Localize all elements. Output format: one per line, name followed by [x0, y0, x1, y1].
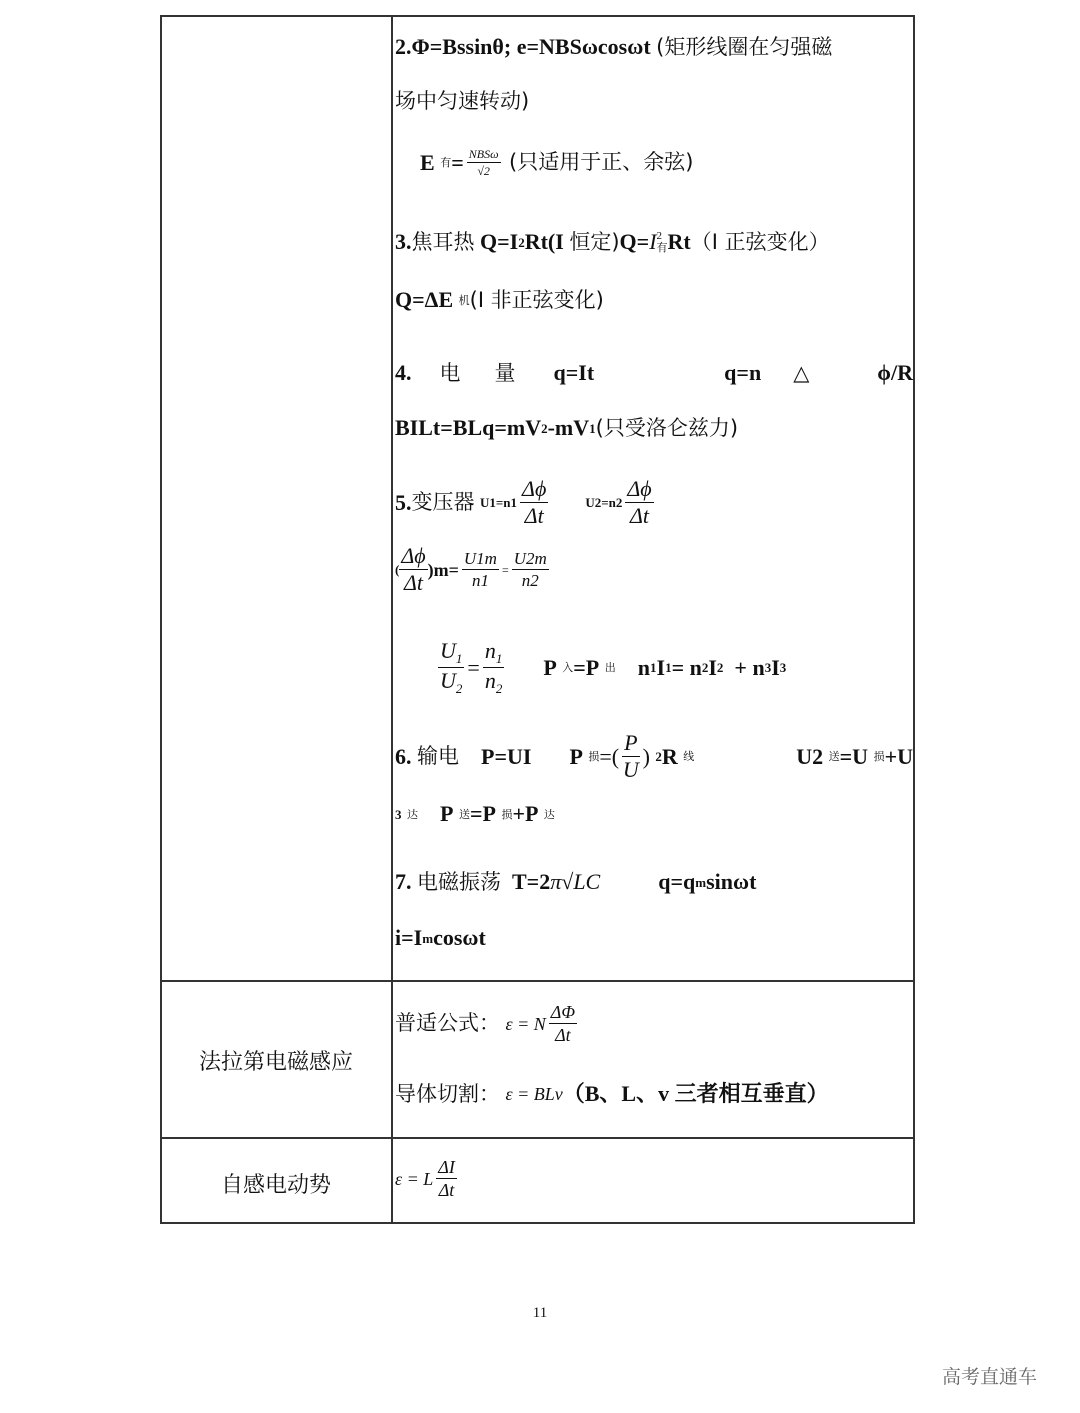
text: =U	[839, 743, 869, 769]
faraday-general-formula	[395, 1003, 580, 1044]
text: 7.	[395, 869, 412, 894]
text: m	[695, 874, 707, 890]
denominator: Δt	[403, 570, 424, 595]
text: I	[649, 229, 657, 254]
text: i=I	[395, 925, 423, 950]
formula-line-4-cont	[395, 417, 738, 439]
text: 损	[501, 807, 513, 821]
text: ε = L	[395, 1168, 434, 1189]
text: q=q	[658, 869, 696, 894]
text: )	[642, 743, 650, 769]
text: 2	[541, 420, 548, 436]
text: 2	[518, 234, 525, 250]
text: U1=n1	[480, 495, 518, 510]
text: U2=n2	[585, 495, 623, 510]
numerator: NBSω	[468, 147, 499, 161]
text: T=2	[512, 869, 551, 894]
text: =	[501, 562, 509, 577]
fraction	[462, 550, 499, 589]
text: 损	[588, 750, 600, 763]
fraction	[625, 478, 653, 527]
effective-emf-line: E 有 = $\frac{\text{NBSω}}{√2}$ (只适用于正、余弦)	[420, 147, 694, 178]
text: 2	[656, 230, 663, 242]
text: 2	[716, 660, 724, 675]
numerator: ΔI	[438, 1157, 455, 1177]
text: 线	[683, 750, 695, 763]
text: (	[395, 562, 400, 577]
formula-line-2-cont	[395, 91, 529, 112]
table-row-divider	[160, 980, 915, 982]
self-induction-formula	[395, 1158, 460, 1199]
text: Rt(I	[524, 229, 564, 254]
text: Rt	[667, 229, 691, 254]
text: 焦耳热	[411, 229, 475, 254]
denominator: Δt	[630, 503, 650, 528]
text: I	[708, 654, 717, 680]
formula-line-6-cont	[395, 803, 555, 825]
formula-line-5-ratio	[435, 640, 786, 695]
denominator: Δt	[524, 503, 544, 528]
text: 5.	[395, 489, 412, 515]
formula-line-4	[395, 362, 913, 384]
text: 3.	[395, 229, 412, 254]
text: 2	[455, 681, 463, 696]
fraction	[399, 545, 427, 594]
row-label-self-induction: 自感电动势	[220, 1173, 331, 1198]
text: n	[484, 638, 496, 663]
faraday-cut-formula	[395, 1083, 829, 1105]
text: 达	[543, 807, 555, 821]
text: cosωt	[433, 925, 486, 950]
text: R	[661, 743, 678, 769]
text: sinωt	[706, 869, 757, 894]
text: 2	[701, 660, 709, 675]
text: n	[484, 668, 496, 693]
text: 1	[650, 660, 657, 675]
text: + n	[734, 654, 765, 680]
text: 入	[562, 661, 574, 674]
fraction	[549, 1003, 577, 1044]
fraction	[512, 550, 549, 589]
text: 变压器	[411, 490, 475, 514]
text: 1	[455, 651, 463, 666]
table-border-bottom	[160, 1222, 915, 1224]
text: =	[467, 654, 480, 680]
row-label-faraday: 法拉第电磁感应	[198, 1050, 353, 1075]
text: 有	[656, 241, 668, 254]
text: 1	[665, 660, 672, 675]
numerator: ΔΦ	[550, 1002, 576, 1022]
text: =P	[469, 801, 496, 826]
text: 损	[873, 750, 885, 763]
text: E	[420, 149, 435, 175]
text: （I 正弦变化）	[690, 229, 830, 254]
formula-line-2	[395, 36, 832, 58]
text: =(	[599, 743, 620, 769]
formula-line-3	[395, 231, 830, 253]
text: = n	[671, 654, 702, 680]
formula-line-7-cont	[395, 927, 486, 949]
denominator: Δt	[555, 1025, 571, 1045]
text: (只适用于正、余弦)	[509, 150, 694, 174]
numerator: U1m	[463, 549, 497, 568]
text: U2	[796, 743, 824, 769]
numerator: U2m	[513, 549, 547, 568]
text: ε = BLv	[505, 1084, 563, 1104]
text: P	[543, 654, 557, 680]
formula-line-5-max	[395, 545, 552, 594]
text: =P	[573, 654, 600, 680]
text: 出	[604, 661, 616, 674]
text: (I 非正弦变化)	[469, 287, 604, 312]
text: U	[440, 668, 456, 693]
text: 机	[458, 293, 470, 307]
text: 有	[440, 156, 452, 169]
text: 6.	[395, 743, 412, 769]
numerator: P	[624, 730, 638, 755]
table-row-divider	[160, 15, 915, 17]
text: BILt=BLq=mV	[395, 415, 542, 440]
text: （B、L、v 三者相互垂直）	[562, 1081, 829, 1106]
flux-formula: 2.Φ=Bssinθ; e=NBSωcosωt	[395, 34, 651, 59]
text: -mV	[547, 415, 590, 440]
text: 导体切割：	[395, 1081, 500, 1106]
text: 送	[458, 807, 470, 821]
denominator: Δt	[438, 1180, 455, 1200]
denominator: n2	[521, 571, 539, 590]
text: )m=	[427, 559, 459, 580]
denominator: n1	[471, 571, 489, 590]
text: 3	[764, 660, 772, 675]
text: 输电	[417, 744, 459, 768]
text: 3	[395, 806, 402, 822]
formula-line-6	[395, 732, 913, 781]
table-row-divider	[160, 1137, 915, 1139]
text: Q=ΔE	[395, 287, 454, 312]
table-border-right	[913, 15, 915, 1223]
text: P	[569, 743, 583, 769]
watermark: 高考直通车	[942, 1366, 1038, 1388]
table-column-divider	[391, 15, 393, 1223]
page-number: 11	[532, 1305, 548, 1321]
text: m	[422, 930, 434, 946]
text: 2	[655, 749, 662, 764]
numerator: Δϕ	[627, 476, 652, 501]
text: Q=	[619, 229, 650, 254]
text: (只受洛仑兹力)	[595, 415, 739, 440]
text: I	[771, 654, 780, 680]
text: P	[440, 801, 454, 826]
text: 场中匀速转动)	[395, 89, 530, 113]
formula-line-3-cont	[395, 289, 604, 311]
text: π√LC	[550, 869, 601, 894]
formula-line-7	[395, 871, 756, 893]
text: 量	[494, 360, 516, 385]
denominator: √2	[477, 164, 490, 178]
text: U	[440, 638, 456, 663]
text: n	[637, 654, 650, 680]
text: ε = N	[505, 1013, 546, 1034]
formula-line-5	[395, 478, 657, 527]
text: △	[793, 360, 810, 385]
text: 送	[828, 750, 840, 763]
text: q=n	[724, 360, 762, 385]
fraction	[436, 1158, 457, 1199]
text: +U	[884, 743, 913, 769]
fraction	[483, 640, 505, 695]
text: 电	[439, 360, 461, 385]
text: 电磁振荡	[417, 869, 501, 894]
text: q=It	[553, 360, 595, 385]
fraction	[520, 478, 548, 527]
text: (矩形线圈在匀强磁	[656, 34, 833, 59]
denominator: U	[622, 757, 639, 782]
text: ϕ/R	[877, 360, 913, 385]
text: 2	[495, 681, 503, 696]
text: P=UI	[481, 743, 532, 769]
numerator: Δϕ	[401, 543, 426, 568]
table-border-left	[160, 15, 162, 1223]
text: +P	[512, 801, 539, 826]
text: 达	[407, 807, 418, 821]
fraction	[467, 148, 501, 177]
text: 1	[589, 420, 596, 436]
fraction	[622, 732, 639, 781]
text: I	[656, 654, 666, 680]
text: 恒定)	[569, 229, 620, 254]
text: 3	[779, 660, 787, 675]
text: 4.	[395, 360, 412, 385]
text: 普适公式：	[395, 1011, 500, 1035]
fraction	[438, 640, 464, 695]
numerator: Δϕ	[522, 476, 547, 501]
text: Q=I	[480, 229, 519, 254]
text: 1	[495, 651, 503, 666]
